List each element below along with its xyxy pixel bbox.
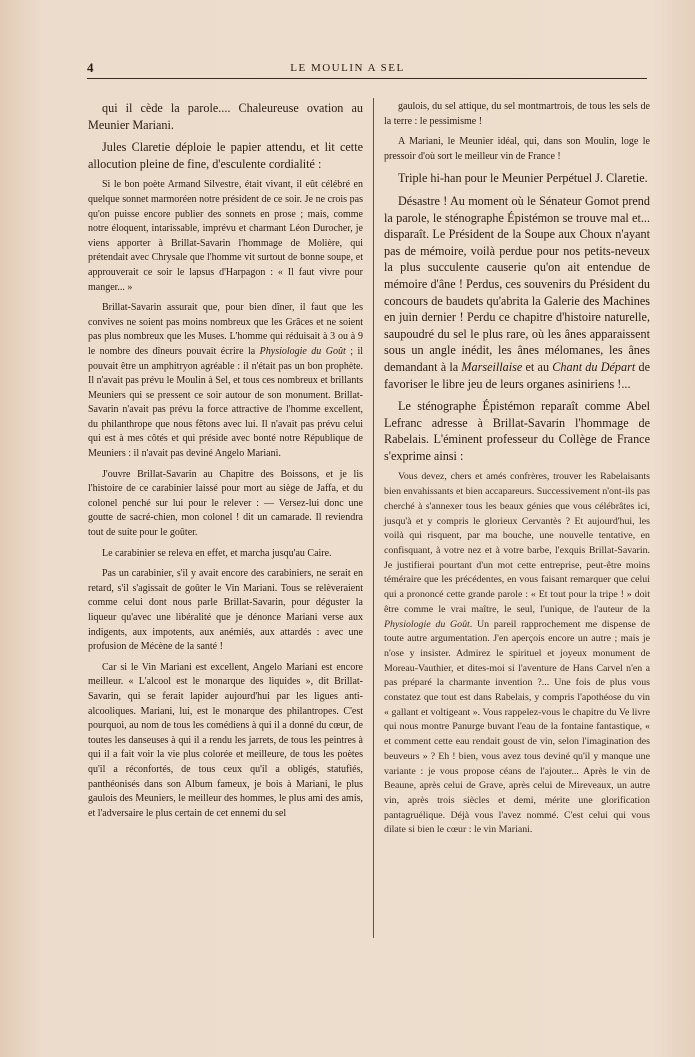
left-paragraph: Brillat-Savarin assurait que, pour bien dîner, il faut que les convives ne soient pas moins nombreux que les Grâces et ne soient pas plus nombreux que les Muses. L'homme qui réduisait à 3 ou à 9 le nombre des dîneurs pouvait écrire la Physiologie du Goût ; il pouvait être un amphitryon agréable : il n'était pas un bon prophète. Il n'avait pas prévu le Moulin à Sel, et tous ces nombreux et brillants Meuniers qui se pressent ce soir autour de son monument. Brillat-Savarin n'avait pas prévu la force attractive de l'homme excellent, du philanthrope que nous fêtons avec lui. Il n'avait pas prévu celui qui est à mes côtés et qui préside avec bonté notre République de Meuniers : il n'avait pas deviné Angelo Mariani. [88, 302, 363, 460]
right-column [384, 100, 650, 844]
left-paragraph: Pas un carabinier, s'il y avait encore des carabiniers, ne serait en retard, s'il s'agissait de goûter le Vin Mariani. Tous se relèveraient comme celui dont nous parle Brillat-Savarin, pour déguster la liqueur qu'avec une libéralité que je dénonce Mariani verse aux indigents, aux impotents, aux anémiés, aux attardés : avec une profusion de Mécène de la santé ! [88, 568, 363, 653]
left-paragraph: Si le bon poète Armand Silvestre, était vivant, il eût célébré en quelque sonnet marmoréen notre président de ce soir. Je ne crois pas qu'on puisse encore publier des sonnets en prose ; mais, comme notre éloquent, intarissable, imprévu et charmant Léon Durocher, je viens apporter à Brillat-Savarin l'hommage de Molière, qui prétendait avec Chrysale que l'homme vit surtout de bonne soupe, et approuverait ce soir le lapsus d'Harpagon : « Il faut vivre pour manger... » [88, 179, 363, 293]
right-paragraph: gaulois, du sel attique, du sel montmartrois, de tous les sels de la terre : le pessimisme ! [384, 101, 650, 127]
page-number: 4 [87, 60, 94, 75]
left-paragraph: Le carabinier se releva en effet, et marcha jusqu'au Caire. [102, 547, 332, 559]
right-paragraph: A Mariani, le Meunier idéal, qui, dans son Moulin, loge le pressoir d'où sort le meilleur vin de France ! [384, 136, 650, 162]
left-paragraph: Jules Claretie déploie le papier attendu, et lit cette allocution pleine de fine, d'esculente cordialité : [88, 140, 363, 171]
header-rule [87, 78, 647, 79]
left-paragraph: qui il cède la parole.... Chaleureuse ovation au Meunier Mariani. [88, 101, 363, 132]
running-title: LE MOULIN A SEL [290, 62, 405, 74]
right-paragraph: Désastre ! Au moment où le Sénateur Gomot prend la parole, le sténographe Épistémon se trouve mal et... disparaît. Le Président de la Soupe aux Choux n'ayant pas de mémoire, voilà perdue pour nos petits-neveux la plus succulente causerie qu'on ait entendue de mémoire d'âne ! Perdus, ces souvenirs du Président du concours de baudets qu'abrita la Galerie des Machines en juin dernier ! Perdu ce chapitre d'histoire naturelle, saupoudré du sel le plus rare, où les ânes apparaissent sous un angle inédit, les ânes mélomanes, les ânes demandant à la Marseillaise et au Chant du Départ de favoriser le libre jeu de leurs organes asiniriens !... [384, 193, 650, 391]
left-column [88, 100, 363, 827]
left-paragraph: J'ouvre Brillat-Savarin au Chapitre des Boissons, et je lis l'histoire de ce carabinier laissé pour mort au siège de Jaffa, et du colonel penché sur lui pour le relever : — Versez-lui donc une goutte de sacré-chien, mon colonel ! dit un camarade. Il reviendra tout de suite pour le goûter. [88, 468, 363, 539]
right-paragraph: Le sténographe Épistémon reparaît comme Abel Lefranc adresse à Brillat-Savarin l'hommage de Rabelais. L'éminent professeur du Collège de France s'exprime ainsi : [384, 399, 650, 463]
rabelais-speech: Vous devez, chers et amés confrères, trouver les Rabelaisants bien envahissants et bien accapareurs. Successivement n'ont-ils pas cherché à s'annexer tous les beaux génies que vous célébrâtes ici, jusqu'à et y compris le glorieux Cervantès ? Et aujourd'hui, les voilà qui risquent, par ma bouche, une nouvelle tentative, en confisquant, à votre nez et à votre barbe, l'exquis Brillat-Savarin. Je justifierai pourtant d'un mot cette entreprise, peut-être moins téméraire que les précédentes, en vous faisant remarquer que celui qui a prononcé cette grande parole : « Et tout pour la tripe ! » doit être comme le vrai maître, le seul, l'unique, de l'auteur de la Physiologie du Goût. Un pareil rapprochement me dispense de toute autre argumentation. J'en aperçois encore un autre ; mais je n'ose y insister. Admirez le spirituel et joyeux monument de Moreau-Vauthier, et dites-moi si l'aventure de Hans Carvel n'en a pas préparé la charmante invention ?... Une fois de plus vous constatez que tout est dans Rabelais, y compris l'apothéose du vin « gallant et voltigeant ». Vous rappelez-vous le chapitre du Ve livre qui nous montre Panurge buvant l'eau de la fontaine fantastique, « et comment cette eau rendait goust de vin, selon l'imagination des beuveurs » ? Eh ! bien, vous avez tous deviné qu'il y manque une variante : je vous propose céans de l'ajouter... Après le vin de Beaune, après celui de Grave, après celui de Mireveaux, un autre vin, après trois siècles et demi, mérite une glorification pantagruélique. Déjà vous l'avez nommé. C'est celui qui vous dilate si bien le cœur : le vin Mariani. [384, 471, 650, 836]
left-paragraph: Car si le Vin Mariani est excellent, Angelo Mariani est encore meilleur. « L'alcool est le monarque des liquides », dit Brillat-Savarin, qui se ferait lapider aujourd'hui par les ligues anti-alcooliques. Mariani, lui, est le monarque des philantropes. C'est pourquoi, au nom de tous les comédiens à qui il a donné du cœur, de toutes les danseuses à qui il a rendu les jarrets, de tous les peintres à qui il a fait voir la vie plus colorée et meilleure, de tous les poètes qu'il a réconfortés, de tous ceux qu'il a obligés, statufiés, panthéonisés dans son Album fameux, je bois à Mariani, le plus gaulois des Meuniers, le meilleur des hommes, le plus ami des amis, et l'adversaire le plus certain de cet ennemi du sel [88, 661, 363, 819]
right-paragraph: Triple hi-han pour le Meunier Perpétuel J. Claretie. [398, 171, 648, 186]
column-divider [373, 98, 374, 938]
